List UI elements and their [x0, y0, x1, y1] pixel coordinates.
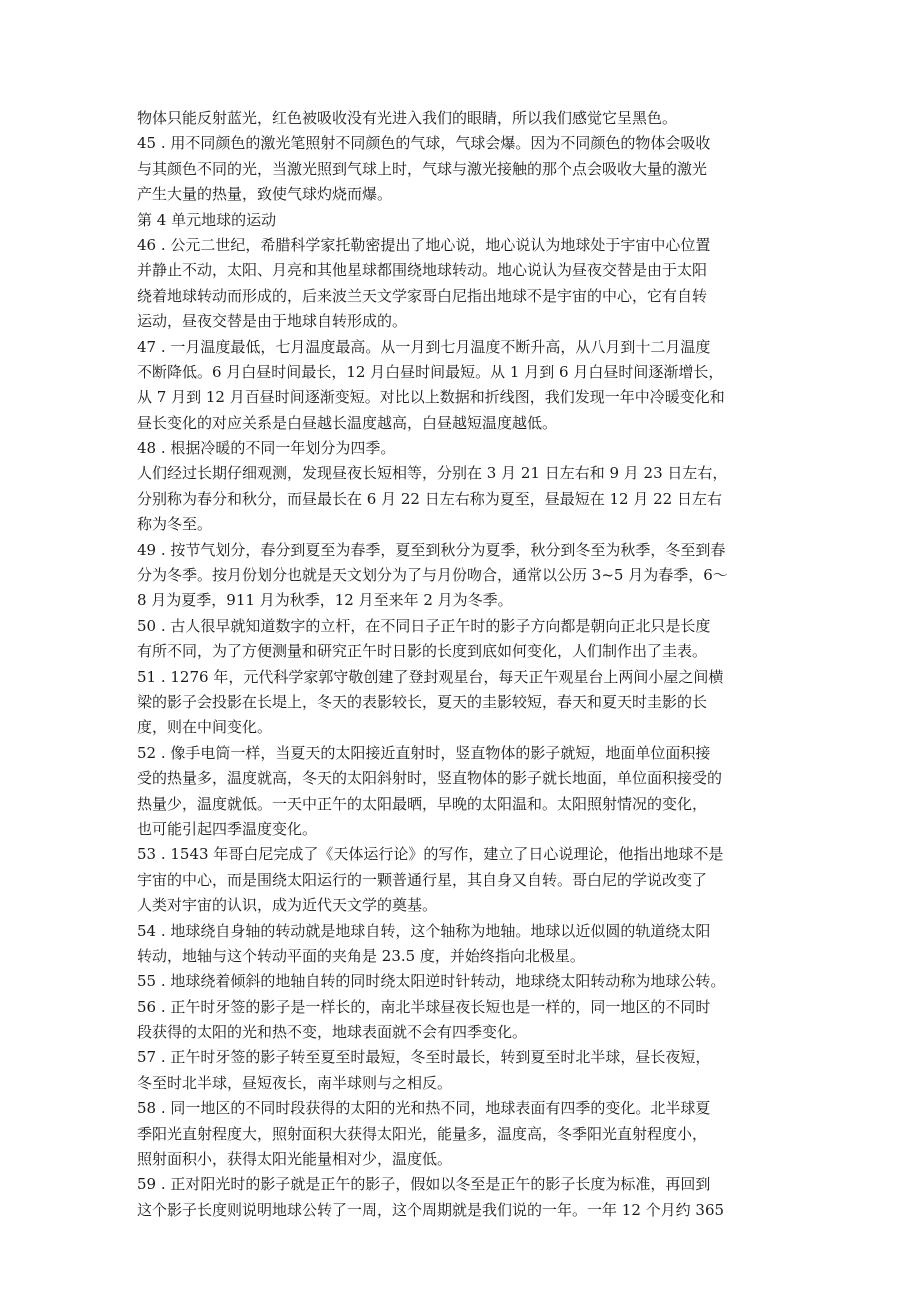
text-line: 52 . 像手电筒一样，当夏天的太阳接近直射时，竖直物体的影子就短，地面单位面积接 [137, 743, 711, 762]
text-line: 分别称为春分和秋分，而昼最长在 6 月 22 日左右称为夏至，昼最短在 12 月 22 日左右 [137, 489, 722, 508]
text-line: 人类对宇宙的认识，成为近代天文学的奠基。 [137, 896, 438, 915]
text-line: 这个影子长度则说明地球公转了一周，这个周期就是我们说的一年。一年 12 个月约 365 [137, 1200, 725, 1219]
text-line: 也可能引起四季温度变化。 [137, 819, 318, 838]
text-line: 8 月为夏季，911 月为秋季，12 月至来年 2 月为冬季。 [137, 591, 513, 610]
text-line: 度，则在中间变化。 [137, 718, 273, 737]
text-line: 51 . 1276 年，元代科学家郭守敬创建了登封观星台，每天正午观星台上两间小屋之间横 [137, 667, 724, 686]
text-line: 45 . 用不同颜色的激光笔照射不同颜色的气球，气球会爆。因为不同颜色的物体会吸收 [137, 134, 711, 153]
text-line: 47 . 一月温度最低，七月温度最高。从一月到七月温度不断升高，从八月到十二月温度 [137, 337, 711, 356]
text-line: 物体只能反射蓝光，红色被吸收没有光进入我们的眼睛，所以我们感觉它呈黑色。 [137, 109, 678, 127]
text-line: 49 . 按节气划分，春分到夏至为春季，夏至到秋分为夏季，秋分到冬至为秋季，冬至到春 [137, 540, 726, 559]
text-line: 转动，地轴与这个转动平面的夹角是 23.5 度，并始终指向北极星。 [137, 946, 585, 965]
text-line: 53 . 1543 年哥白尼完成了《天体运行论》的写作，建立了日心说理论，他指出地球不是 [137, 845, 724, 864]
text-line: 57 . 正午时牙签的影子转至夏至时最短，冬至时最长，转到夏至时北半球，昼长夜短， [137, 1048, 711, 1067]
text-line: 昼长变化的对应关系是白昼越长温度越高，白昼越短温度越低。 [137, 413, 558, 432]
text-line: 照射面积小，获得太阳光能量相对少，温度低。 [137, 1150, 453, 1169]
text-line: 宇宙的中心，而是围绕太阳运行的一颗普通行星，其自身又自转。哥白尼的学说改变了 [137, 870, 708, 889]
text-line: 运动，昼夜交替是由于地球自转形成的。 [137, 312, 408, 331]
text-line: 与其颜色不同的光，当激光照到气球上时，气球与激光接触的那个点会吸收大量的激光 [137, 159, 708, 178]
text-line: 分为冬季。按月份划分也就是天文划分为了与月份吻合，通常以公历 3~5 月为春季，6～ [137, 566, 728, 585]
text-line: 称为冬至。 [137, 515, 213, 534]
text-line: 59 . 正对阳光时的影子就是正午的影子，假如以冬至是正午的影子长度为标准，再回到 [137, 1175, 711, 1194]
text-line: 绕着地球转动而形成的，后来波兰天文学家哥白尼指出地球不是宇宙的中心，它有自转 [137, 286, 708, 305]
text-line: 有所不同，为了方便测量和研究正午时日影的长度到底如何变化，人们制作出了圭表。 [137, 642, 708, 661]
text-line: 55 . 地球绕着倾斜的地轴自转的同时绕太阳逆时针转动，地球绕太阳转动称为地球公转。 [137, 972, 726, 991]
text-line: 54 . 地球绕自身轴的转动就是地球自转，这个轴称为地轴。地球以近似圆的轨道绕太阳 [137, 921, 711, 940]
text-line: 冬至时北半球，昼短夜长，南半球则与之相反。 [137, 1073, 453, 1092]
text-line: 第 4 单元地球的运动 [137, 210, 277, 229]
text-line: 热量少，温度就低。一天中正午的太阳最晒，早晚的太阳温和。太阳照射情况的变化， [137, 794, 708, 813]
text-line: 段获得的太阳的光和热不变，地球表面就不会有四季变化。 [137, 1023, 528, 1042]
text-line: 46 . 公元二世纪，希腊科学家托勒密提出了地心说，地心说认为地球处于宇宙中心位置 [137, 235, 711, 254]
text-line: 季阳光直射程度大，照射面积大获得太阳光，能量多，温度高，冬季阳光直射程度小， [137, 1124, 708, 1143]
text-line: 梁的影子会投影在长堤上，冬天的表影较长，夏天的圭影较短，春天和夏天时圭影的长 [137, 692, 708, 711]
text-line: 人们经过长期仔细观测，发现昼夜长短相等，分别在 3 月 21 日左右和 9 月 23 日左右， [137, 464, 728, 483]
text-line: 56 . 正午时牙签的影子是一样长的，南北半球昼夜长短也是一样的，同一地区的不同时 [137, 997, 711, 1016]
text-line: 并静止不动，太阳、月亮和其他星球都围绕地球转动。地心说认为昼夜交替是由于太阳 [137, 261, 708, 280]
text-line: 58 . 同一地区的不同时段获得的太阳的光和热不同，地球表面有四季的变化。北半球夏 [137, 1099, 711, 1118]
text-line: 从 7 月到 12 月百昼时间逐渐变短。对比以上数据和折线图，我们发现一年中冷暖变化和 [137, 388, 725, 407]
document-body [137, 106, 797, 1223]
text-line: 受的热量多，温度就高，冬天的太阳斜射时，竖直物体的影子就长地面，单位面积接受的 [137, 769, 723, 788]
text-line: 产生大量的热量，致使气球灼烧而爆。 [137, 185, 393, 204]
text-line: 不断降低。6 月白昼时间最长，12 月白昼时间最短。从 1 月到 6 月白昼时间逐渐增长， [137, 362, 724, 381]
text-line: 50 . 古人很早就知道数字的立杆，在不同日子正午时的影子方向都是朝向正北只是长度 [137, 616, 711, 635]
text-line: 48 . 根据冷暖的不同一年划分为四季。 [137, 439, 396, 458]
